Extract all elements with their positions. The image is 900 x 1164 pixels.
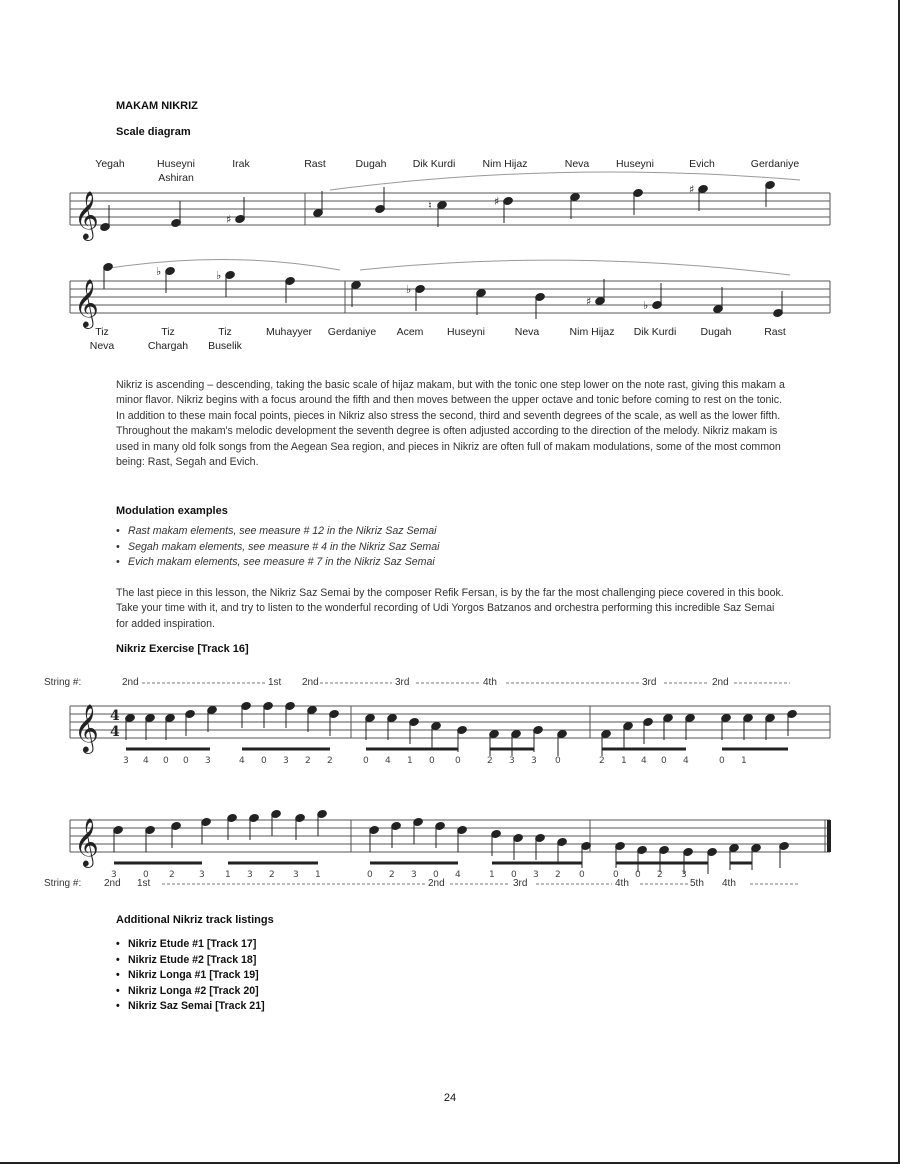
scale-label: Chargah — [147, 340, 189, 352]
scale-label: Neva — [514, 326, 540, 338]
scale-label: Dik Kurdi — [412, 158, 456, 170]
scale-label: Tiz — [161, 326, 175, 338]
accidental-icon: ♯ — [689, 183, 695, 196]
list-item: • Nikriz Etude #1 [Track 17] — [116, 937, 265, 953]
fingering-number: 4 — [455, 870, 461, 880]
string-marker: 2nd — [104, 878, 121, 889]
string-label: String #: — [44, 878, 82, 889]
accidental-icon: ♯ — [226, 213, 232, 226]
fingering-number: 4 — [239, 756, 245, 766]
string-marker: 2nd — [122, 677, 139, 688]
accidental-icon: ♯ — [586, 295, 592, 308]
scale-label: Rast — [764, 326, 786, 338]
fingering-number: 0 — [579, 870, 585, 880]
fingering-number: 1 — [315, 870, 321, 880]
exercise-staff-2 — [70, 820, 830, 852]
scale-label: Rast — [304, 158, 326, 170]
scale-staff-2 — [70, 259, 830, 313]
list-item: • Nikriz Saz Semai [Track 21] — [116, 999, 265, 1015]
scale-label: Tiz — [95, 326, 109, 338]
list-item: • Evich makam elements, see measure # 7 in the Nikriz Saz Semai — [116, 555, 439, 571]
fingering-number: 0 — [511, 870, 517, 880]
string-marker: 4th — [615, 878, 629, 889]
fingering-number: 4 — [143, 756, 149, 766]
scale-label: Huseyni — [447, 326, 485, 338]
fingering-number: 4 — [385, 756, 391, 766]
fingering-number: 0 — [661, 756, 667, 766]
list-item: • Nikriz Longa #2 [Track 20] — [116, 984, 265, 1000]
fingering-number: 0 — [719, 756, 725, 766]
track-list — [116, 937, 265, 1015]
string-marker: 3rd — [395, 677, 410, 688]
scale-label: Dugah — [700, 326, 732, 338]
fingering-number: 1 — [225, 870, 231, 880]
fingering-number: 2 — [599, 756, 605, 766]
fingering-number: 0 — [363, 756, 369, 766]
string-label: String #: — [44, 677, 82, 688]
fingering-number: 3 — [411, 870, 417, 880]
fingering-number: 3 — [293, 870, 299, 880]
fingering-number: 2 — [269, 870, 275, 880]
page-number: 24 — [443, 1092, 457, 1104]
additional-heading: Additional Nikriz track listings — [116, 914, 274, 926]
fingering-number: 3 — [123, 756, 129, 766]
scale-staff-1 — [70, 172, 830, 225]
fingering-number: 0 — [143, 870, 149, 880]
scale-label: Nim Hijaz — [569, 326, 615, 338]
scale-label: Yegah — [95, 158, 125, 170]
accidental-icon: ♭ — [406, 283, 412, 296]
scale-label: Huseyni — [157, 158, 195, 170]
modulation-heading: Modulation examples — [116, 505, 228, 517]
description-paragraph: Nikriz is ascending – descending, taking the basic scale of hijaz makam, but with the tonic one step lower on the note rast, giving this makam a minor flavor. Nikriz begins with a focus around the fifth and then moves between the upper octave and tonic before coming to rest on the tonic. In addition to these main focal points, pieces in Nikriz also stress the second, third and seventh degrees of the scale, as well as the lower fifth. Throughout the makam's melodic development the seventh degree is often adjusted according to the direction of the melody. Nikriz makam is used in many old folk songs from the Aegean Sea region, and pieces in Nikriz are often full of makam modulations, some of the most common being: Rast, Segah and Evich. — [116, 379, 785, 469]
fingering-number: 3 — [111, 870, 117, 880]
fingering-number: 0 — [367, 870, 373, 880]
fingering-number: 0 — [433, 870, 439, 880]
scale-label: Muhayyer — [265, 326, 313, 338]
list-item: • Nikriz Longa #1 [Track 19] — [116, 968, 265, 984]
fingering-number: 2 — [169, 870, 175, 880]
fingering-number: 0 — [183, 756, 189, 766]
scale-label: Buselik — [208, 340, 242, 352]
fingering-number: 0 — [555, 756, 561, 766]
scale-diagram-heading: Scale diagram — [116, 126, 191, 138]
fingering-number: 3 — [247, 870, 253, 880]
fingering-number: 3 — [199, 870, 205, 880]
treble-clef-icon: 𝄞 — [74, 817, 99, 866]
scale-label: Gerdaniye — [327, 326, 377, 338]
scale-label: Tiz — [218, 326, 232, 338]
scale-label: Irak — [232, 158, 250, 170]
fingering-number: 4 — [641, 756, 647, 766]
fingering-number: 1 — [407, 756, 413, 766]
fingering-number: 0 — [613, 870, 619, 880]
fingering-number: 1 — [741, 756, 747, 766]
exercise-staff-1 — [70, 706, 830, 738]
string-marker: 4th — [483, 677, 497, 688]
fingering-number: 4 — [683, 756, 689, 766]
treble-clef-icon: 𝄞 — [74, 190, 99, 239]
fingering-number: 0 — [429, 756, 435, 766]
treble-clef-icon: 𝄞 — [74, 703, 99, 752]
accidental-icon: ♭ — [216, 269, 222, 282]
scale-label: Evich — [689, 158, 715, 170]
fingering-number: 0 — [455, 756, 461, 766]
fingering-number: 1 — [621, 756, 627, 766]
fingering-number: 0 — [261, 756, 267, 766]
string-marker: 3rd — [513, 878, 528, 889]
scale-label: Acem — [396, 326, 424, 338]
list-item: • Nikriz Etude #2 [Track 18] — [116, 953, 265, 969]
fingering-number: 2 — [305, 756, 311, 766]
string-marker: 4th — [722, 878, 736, 889]
scale-label: Dugah — [355, 158, 387, 170]
string-marker: 2nd — [712, 677, 729, 688]
fingering-number: 3 — [509, 756, 515, 766]
fingering-number: 1 — [489, 870, 495, 880]
fingering-number: 0 — [163, 756, 169, 766]
fingering-number: 3 — [681, 870, 687, 880]
fingering-number: 2 — [487, 756, 493, 766]
svg-text:4: 4 — [110, 708, 120, 724]
scale-label: Nim Hijaz — [482, 158, 528, 170]
scale-label: Neva — [89, 340, 115, 352]
fingering-number: 2 — [389, 870, 395, 880]
string-marker: 2nd — [428, 878, 445, 889]
treble-clef-icon: 𝄞 — [74, 278, 99, 327]
scale-label: Neva — [564, 158, 590, 170]
string-marker: 2nd — [302, 677, 319, 688]
fingering-number: 0 — [635, 870, 641, 880]
scale-label: Dik Kurdi — [633, 326, 677, 338]
fingering-number: 2 — [657, 870, 663, 880]
accidental-icon: ♭ — [643, 299, 649, 312]
time-signature — [110, 708, 120, 740]
fingering-number: 2 — [327, 756, 333, 766]
scale-label: Huseyni — [616, 158, 654, 170]
accidental-icon: ♮ — [428, 199, 432, 212]
string-marker: 1st — [268, 677, 282, 688]
string-marker: 5th — [690, 878, 704, 889]
scale-label: Gerdaniye — [750, 158, 800, 170]
string-marker: 1st — [137, 878, 151, 889]
scale-label: Ashiran — [158, 172, 194, 184]
fingering-number: 3 — [283, 756, 289, 766]
fingering-number: 3 — [533, 870, 539, 880]
accidental-icon: ♯ — [494, 195, 500, 208]
list-item: • Segah makam elements, see measure # 4 in the Nikriz Saz Semai — [116, 540, 439, 556]
string-marker: 3rd — [642, 677, 657, 688]
exercise-heading: Nikriz Exercise [Track 16] — [116, 643, 249, 655]
accidental-icon: ♭ — [156, 265, 162, 278]
list-item: • Rast makam elements, see measure # 12 in the Nikriz Saz Semai — [116, 524, 439, 540]
closing-paragraph: The last piece in this lesson, the Nikriz Saz Semai by the composer Refik Fersan, is by the far the most challenging piece covered in this book. Take your time with it, and try to listen to the wonderful recording of Udi Yorgos Batzanos and orchestra performing this incredible Saz Semai for added inspiration. — [116, 587, 784, 630]
fingering-number: 3 — [531, 756, 537, 766]
fingering-number: 3 — [205, 756, 211, 766]
svg-text:4: 4 — [110, 724, 120, 740]
makam-title: MAKAM NIKRIZ — [116, 100, 198, 112]
fingering-number: 2 — [555, 870, 561, 880]
modulation-list — [116, 524, 439, 571]
